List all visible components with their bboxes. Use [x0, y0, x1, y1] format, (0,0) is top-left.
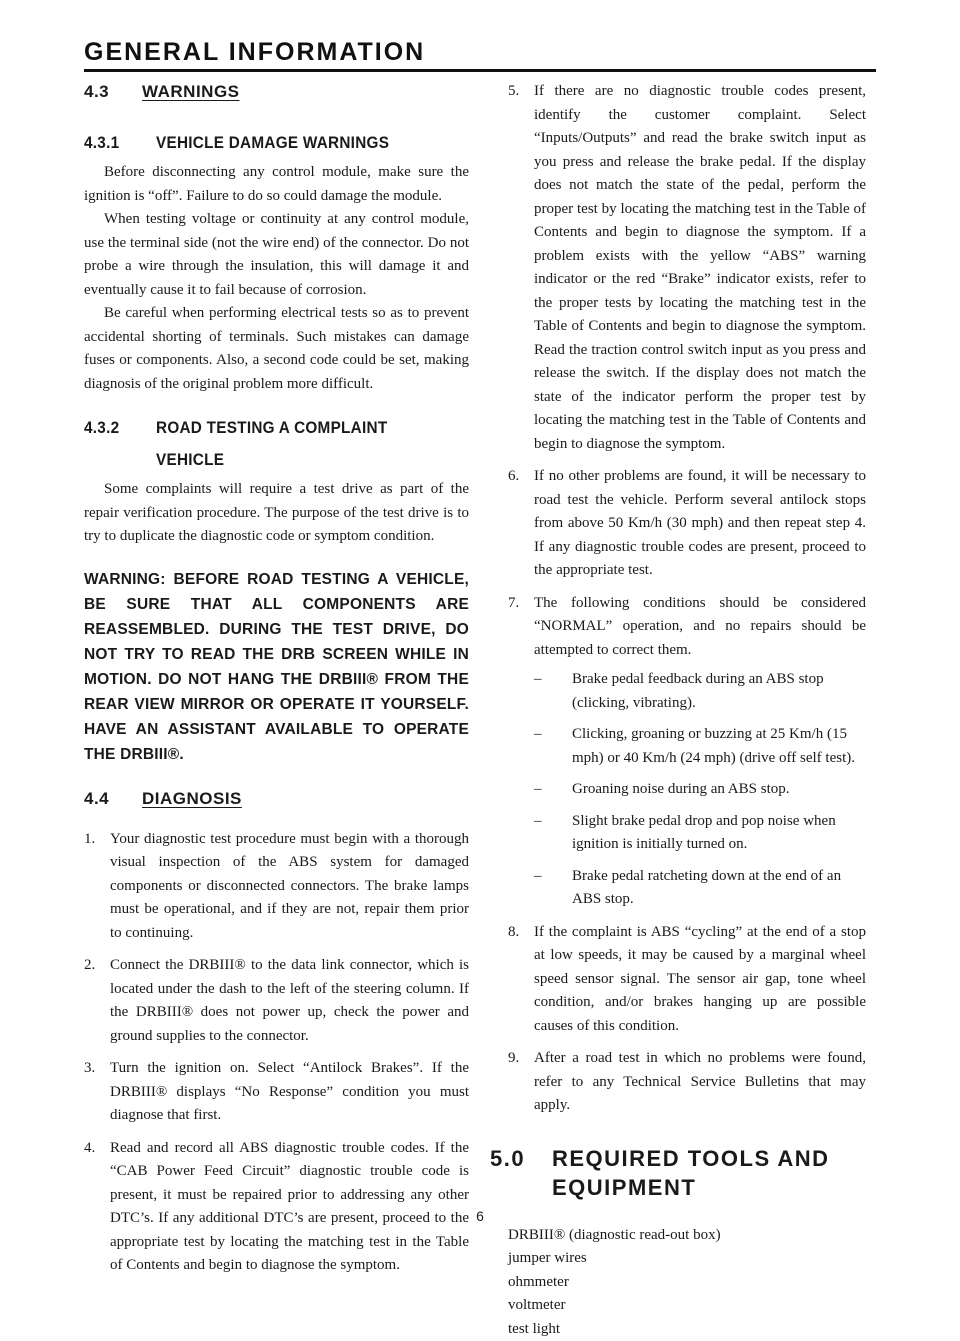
step-text: Read and record all ABS diagnostic trouble codes. If the “CAB Power Feed Circuit” diagnostic trouble code is present, it must be repaired prior to addressing any other DTC’s. If any additional DTC’s are present, proceed to the appropriate test by locating the matching test in the Table of Contents and begin to diagnose the symptom. — [110, 1140, 469, 1274]
list-item — [534, 778, 866, 802]
road-test-warning: WARNING: BEFORE ROAD TESTING A VEHICLE, BE SURE THAT ALL COMPONENTS ARE REASSEMBLED. DURING THE TEST DRIVE, DO NOT TRY TO READ THE DRB SCREEN WHILE IN MOTION. DO NOT HANG THE DRBIII® FROM THE REAR VIEW MIRROR OR OPERATE IT YOURSELF. HAVE AN ASSISTANT AVAILABLE TO OPERATE THE DRBIII®. — [84, 567, 469, 767]
page-header-title: GENERAL INFORMATION — [84, 38, 425, 67]
tools-list — [508, 1224, 866, 1341]
tool-item: test light — [508, 1318, 866, 1341]
header-rule — [84, 69, 876, 72]
step-text: If no other problems are found, it will be necessary to road test the vehicle. Perform several antilock stops from above 50 Km/h (30 mph) and then repeat step 4. If any diagnostic trouble codes are present, proceed to the appropriate test. — [534, 468, 866, 578]
section-title: DIAGNOSIS — [142, 789, 242, 808]
list-item — [508, 592, 866, 912]
condition-text: Brake pedal feedback during an ABS stop (clicking, vibrating). — [572, 671, 824, 711]
list-item — [534, 668, 866, 715]
section-title: REQUIRED TOOLS AND — [552, 1146, 830, 1171]
list-item — [508, 80, 866, 456]
paragraph: Be careful when performing electrical tests so as to prevent accidental shorting of terminals. Such mistakes can damage fuses or components. Also, a second code could be set, making diagnosis of the original problem more difficult. — [84, 302, 469, 396]
section-number: 4.3 — [84, 80, 142, 103]
dash-marker: – — [534, 778, 548, 802]
step-number: 5. — [508, 80, 519, 104]
section-title-continued: EQUIPMENT — [490, 1173, 866, 1202]
condition-text: Clicking, groaning or buzzing at 25 Km/h (15 mph) or 40 Km/h (24 mph) (drive off self test). — [572, 726, 855, 766]
section-title: ROAD TESTING A COMPLAINT — [156, 418, 387, 437]
section-title: WARNINGS — [142, 82, 240, 101]
section-4-3-2-heading — [84, 416, 431, 472]
step-text: Connect the DRBIII® to the data link connector, which is located under the dash to the left of the steering column. If the DRBIII® does not power up, check the power and ground supplies to the connector. — [110, 957, 469, 1044]
step-number: 4. — [84, 1137, 95, 1161]
section-4-3-heading — [84, 80, 469, 103]
step-number: 8. — [508, 921, 519, 945]
list-item — [84, 1057, 469, 1128]
list-item — [84, 1137, 469, 1278]
dash-marker: – — [534, 723, 548, 747]
list-item — [84, 954, 469, 1048]
step-number: 6. — [508, 465, 519, 489]
condition-text: Groaning noise during an ABS stop. — [572, 781, 790, 797]
tool-item: voltmeter — [508, 1294, 866, 1318]
page-number: 6 — [0, 1208, 960, 1224]
step-number: 7. — [508, 592, 519, 616]
step-text: If the complaint is ABS “cycling” at the end of a stop at low speeds, it may be caused by a marginal wheel speed sensor signal. The sensor air gap, tone wheel condition, and/or brakes hanging up are possible causes of this condition. — [534, 924, 866, 1034]
left-column — [84, 80, 469, 1287]
step-text: If there are no diagnostic trouble codes present, identify the customer complaint. Select “Inputs/Outputs” and read the brake switch input as you press and release the brake pedal. If the display does not match the state of the pedal, perform the proper test by locating the matching test in the Table of Contents and begin to diagnose the symptom. If a problem exists with the yellow “ABS” warning indicator or the red “Brake” indicator exists, refer to the proper tests by locating the matching test in the Table of Contents and begin to diagnose the symptom. Read the traction control switch input as you press and release the switch. If the display does not match the state of the indicator perform the proper test by locating the matching test in the Table of Contents and begin to diagnose the symptom. — [534, 83, 866, 452]
step-text: Turn the ignition on. Select “Antilock Brakes”. If the DRBIII® displays “No Response” condition you must diagnose that first. — [110, 1060, 469, 1123]
step-text: After a road test in which no problems were found, refer to any Technical Service Bulletins that may apply. — [534, 1050, 866, 1113]
condition-text: Brake pedal ratcheting down at the end of an ABS stop. — [572, 868, 841, 908]
section-number: 4.3.2 — [84, 416, 156, 440]
paragraph: Some complaints will require a test drive as part of the repair verification procedure. The purpose of the test drive is to try to duplicate the diagnostic code or symptom condition. — [84, 478, 469, 549]
step-text: The following conditions should be considered “NORMAL” operation, and no repairs should be attempted to correct them. — [534, 595, 866, 658]
section-number: 4.3.1 — [84, 131, 156, 155]
list-item — [534, 723, 866, 770]
section-title: VEHICLE DAMAGE WARNINGS — [156, 133, 389, 152]
list-item — [508, 921, 866, 1039]
step-number: 1. — [84, 828, 95, 852]
section-number: 5.0 — [490, 1144, 552, 1173]
step-number: 9. — [508, 1047, 519, 1071]
section-4-4-heading — [84, 787, 469, 810]
list-item — [508, 1047, 866, 1118]
list-item — [508, 465, 866, 583]
normal-conditions-list — [534, 668, 866, 912]
section-5-0-heading — [490, 1144, 866, 1202]
list-item — [84, 828, 469, 946]
right-column — [508, 80, 866, 1341]
list-item — [534, 810, 866, 857]
tool-item: ohmmeter — [508, 1271, 866, 1295]
dash-marker: – — [534, 668, 548, 692]
paragraph: Before disconnecting any control module, make sure the ignition is “off”. Failure to do so could damage the module. — [84, 161, 469, 208]
section-number: 4.4 — [84, 787, 142, 810]
paragraph: When testing voltage or continuity at any control module, use the terminal side (not the wire end) of the connector. Do not probe a wire through the insulation, this will damage it and eventually cause it to fail because of corrosion. — [84, 208, 469, 302]
list-item — [534, 865, 866, 912]
condition-text: Slight brake pedal drop and pop noise when ignition is initially turned on. — [572, 813, 836, 853]
dash-marker: – — [534, 865, 548, 889]
step-text: Your diagnostic test procedure must begin with a thorough visual inspection of the ABS system for damaged components or disconnected connectors. The brake lamps must be operational, and if they are not, repair them prior to continuing. — [110, 831, 469, 941]
step-number: 2. — [84, 954, 95, 978]
tool-item: DRBIII® (diagnostic read-out box) — [508, 1224, 866, 1248]
step-number: 3. — [84, 1057, 95, 1081]
section-4-3-1-heading — [84, 131, 431, 155]
diagnosis-steps-right — [508, 80, 866, 1118]
dash-marker: – — [534, 810, 548, 834]
tool-item: jumper wires — [508, 1247, 866, 1271]
section-title-continued: VEHICLE — [84, 448, 431, 472]
